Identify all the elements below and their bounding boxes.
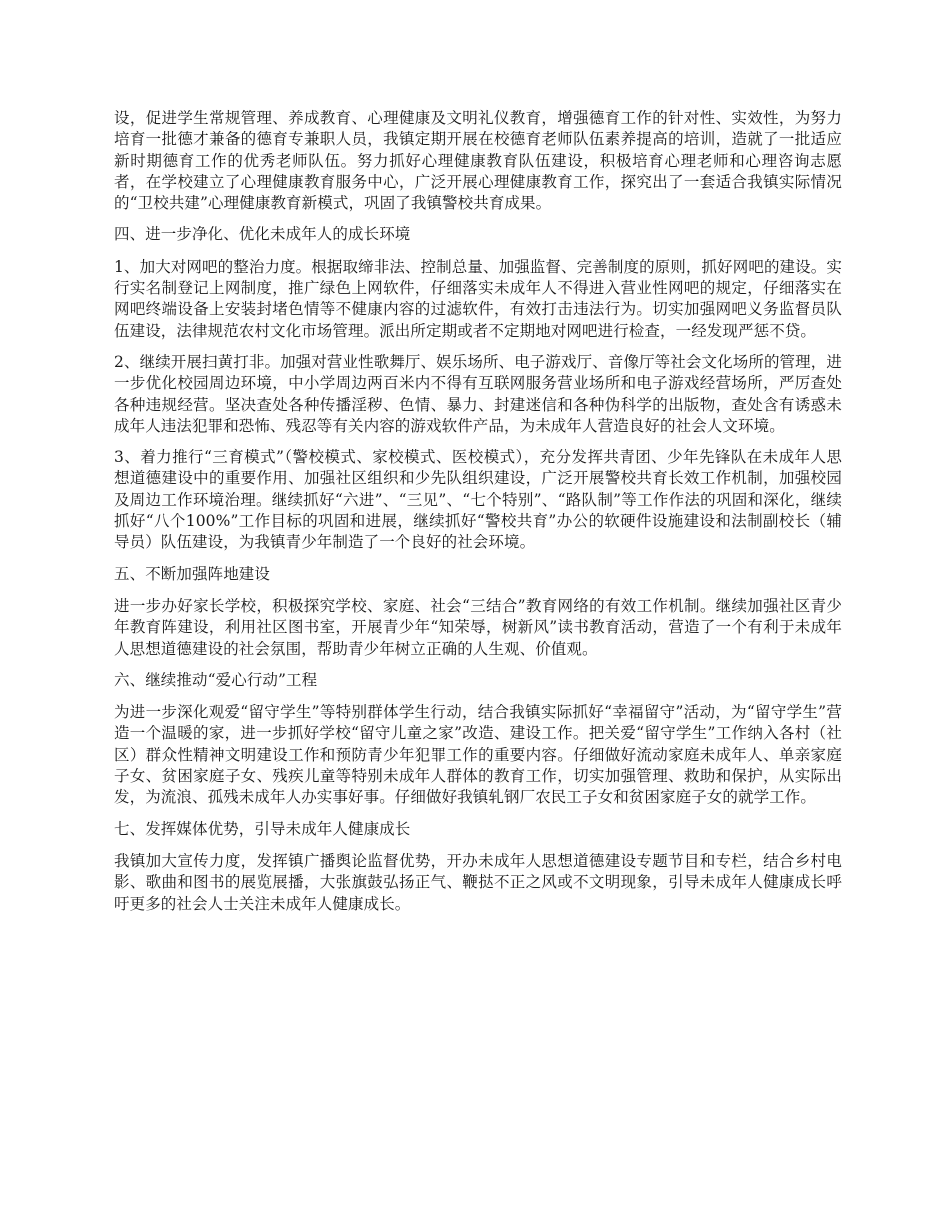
paragraph-three-education-modes: 3、着力推行“三育模式”（警校模式、家校模式、医校模式），充分发挥共青团、少年先锋队在未成年人思想道德建设中的重要作用、加强社区组织和少先队组织建设，广泛开展警校共育长效工作机制，加强校园及周边工作环境治理。继续抓好“六进”、“三见”、“七个特别”、“路队制”等工作作法的巩固和深化，继续抓好“八个100%”工作目标的巩固和进展，继续抓好“警校共育”办公的软硬件设施建设和法制副校长（辅导员）队伍建设，为我镇青少年制造了一个良好的社会环境。 [114, 448, 842, 552]
section-heading-5: 五、不断加强阵地建设 [114, 564, 271, 583]
paragraph-anti-pornography: 2、继续开展扫黄打非。加强对营业性歌舞厅、娱乐场所、电子游戏厅、音像厅等社会文化场所的管理，进一步优化校园周边环境，中小学周边两百米内不得有互联网服务营业场所和电子游戏经营场所，严厉查处各种违规经营。坚决查处各种传播淫秽、色情、暴力、封建迷信和各种伪科学的出版物，查处含有诱惑未成年人违法犯罪和恐怖、残忍等有关内容的游戏软件产品，为未成年人营造良好的社会人文环境。 [114, 352, 842, 435]
section-heading-7: 七、发挥媒体优势，引导未成年人健康成长 [114, 819, 411, 838]
section-heading-6: 六、继续推动“爱心行动”工程 [114, 670, 318, 689]
section-heading-4: 四、进一步净化、优化未成年人的成长环境 [114, 225, 411, 244]
document-body [114, 108, 842, 925]
paragraph-media-publicity: 我镇加大宣传力度，发挥镇广播舆论监督优势，开办未成年人思想道德建设专题节目和专栏，结合乡村电影、歌曲和图书的展览展播，大张旗鼓弘扬正气、鞭挞不正之风或不文明现象，引导未成年人健康成长呼吁更多的社会人士关注未成年人健康成长。 [114, 851, 842, 913]
paragraph-intro-continuation: 设，促进学生常规管理、养成教育、心理健康及文明礼仪教育，增强德育工作的针对性、实效性，为努力培育一批德才兼备的德育专兼职人员，我镇定期开展在校德育老师队伍素养提高的培训，造就了一批适应新时期德育工作的优秀老师队伍。努力抓好心理健康教育队伍建设，积极培育心理老师和心理咨询志愿者，在学校建立了心理健康教育服务中心，广泛开展心理健康教育工作，探究出了一套适合我镇实际情况的“卫校共建”心理健康教育新模式，巩固了我镇警校共育成果。 [114, 109, 842, 213]
paragraph-parent-school: 进一步办好家长学校，积极探究学校、家庭、社会“三结合”教育网络的有效工作机制。继续加强社区青少年教育阵建设，利用社区图书室，开展青少年“知荣辱，树新风”读书教育活动，营造了一个有利于未成年人思想道德建设的社会氛围，帮助青少年树立正确的人生观、价值观。 [114, 596, 842, 658]
paragraph-left-behind-students: 为进一步深化观爱“留守学生”等特别群体学生行动，结合我镇实际抓好“幸福留守”活动，为“留守学生”营造一个温暖的家，进一步抓好学校“留守儿童之家”改造、建设工作。把关爱“留守学生”工作纳入各村（社区）群众性精神文明建设工作和预防青少年犯罪工作的重要内容。仔细做好流动家庭未成年人、单亲家庭子女、贫困家庭子女、残疾儿童等特别未成年人群体的教育工作，切实加强管理、救助和保护，从实际出发，为流浪、孤残未成年人办实事好事。仔细做好我镇轧钢厂农民工子女和贫困家庭子女的就学工作。 [114, 703, 842, 807]
paragraph-internet-cafe: 1、加大对网吧的整治力度。根据取缔非法、控制总量、加强监督、完善制度的原则，抓好网吧的建设。实行实名制登记上网制度，推广绿色上网软件，仔细落实未成年人不得进入营业性网吧的规定，仔细落实在网吧终端设备上安装封堵色情等不健康内容的过滤软件，有效打击违法行为。切实加强网吧义务监督员队伍建设，法律规范农村文化市场管理。派出所定期或者不定期地对网吧进行检查，一经发现严惩不贷。 [114, 257, 842, 340]
